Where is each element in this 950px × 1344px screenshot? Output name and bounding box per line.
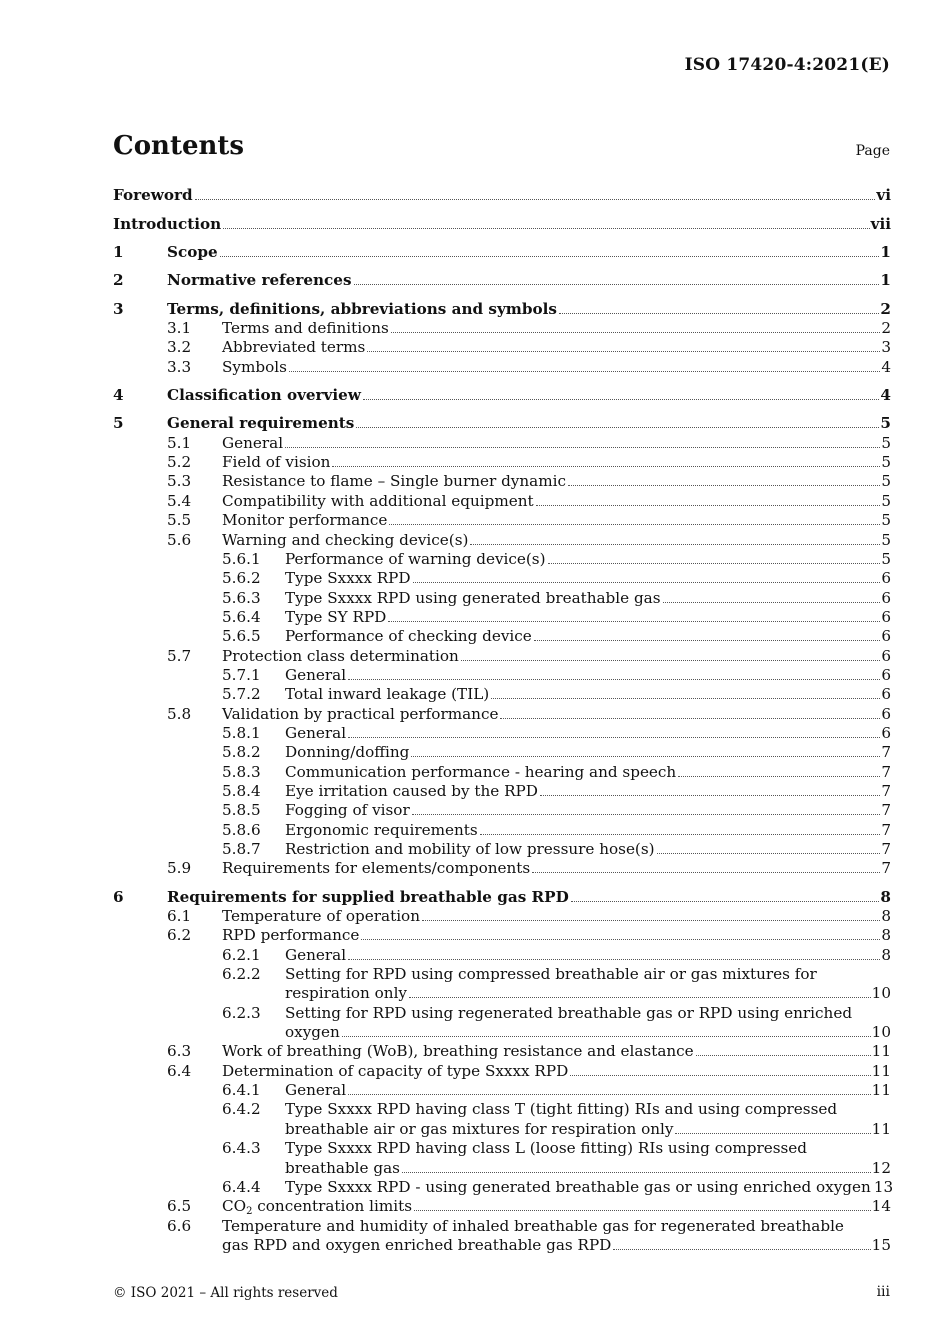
toc-number: 6.4.4	[222, 1177, 261, 1196]
toc-title: General	[222, 433, 284, 452]
toc-number: 5.8	[167, 704, 192, 723]
toc-page: 2	[880, 299, 891, 318]
page-column-label: Page	[855, 143, 890, 159]
toc-number: 6.5	[167, 1197, 192, 1216]
toc-entry-5-6-2[interactable]	[113, 569, 891, 588]
toc-number: 5.3	[167, 472, 192, 491]
toc-title: General	[285, 723, 347, 742]
toc-page: 7	[881, 859, 891, 878]
toc-title: Communication performance - hearing and speech	[285, 762, 677, 781]
toc-title: Validation by practical performance	[222, 704, 499, 723]
toc-number: 5.9	[167, 859, 192, 878]
toc-entry-5-7-1[interactable]	[113, 666, 891, 685]
toc-page: 6	[881, 723, 891, 742]
toc-page: 5	[881, 433, 891, 452]
toc-number: 6.4.1	[222, 1081, 261, 1100]
toc-page: 14	[871, 1197, 891, 1216]
toc-number: 6.3	[167, 1042, 192, 1061]
toc-entry-5-8-4[interactable]	[113, 782, 891, 801]
toc-number: 5	[113, 414, 124, 433]
toc-number: 3.2	[167, 338, 192, 357]
toc-title: General	[285, 945, 347, 964]
toc-entry-6-3[interactable]	[113, 1042, 891, 1061]
toc-title: Performance of checking device	[285, 627, 532, 646]
footer-copyright: © ISO 2021 – All rights reserved	[113, 1285, 338, 1301]
toc-title: Type SY RPD	[285, 607, 387, 626]
toc-page: 1	[880, 271, 891, 290]
toc-entry-6-2-2-cont[interactable]	[113, 984, 891, 1003]
toc-page: 4	[881, 357, 891, 376]
toc-number: 5.6	[167, 530, 192, 549]
toc-page: 10	[871, 984, 891, 1003]
toc-entry-6-6[interactable]	[113, 1216, 891, 1235]
toc-number: 5.8.4	[222, 781, 261, 800]
toc-title: Total inward leakage (TIL)	[285, 685, 490, 704]
toc-entry-5-8-1[interactable]	[113, 724, 891, 743]
toc-entry-5-2[interactable]	[113, 453, 891, 472]
toc-title: Restriction and mobility of low pressure hose(s)	[285, 840, 655, 858]
toc-entry-1[interactable]	[113, 243, 891, 262]
toc-page: 1	[880, 243, 891, 262]
toc-title: Temperature of operation	[222, 907, 420, 926]
toc-number: 5.6.3	[222, 588, 261, 607]
toc-entry-6-4-4[interactable]	[113, 1177, 894, 1197]
toc-title-continued: oxygen	[285, 1023, 340, 1042]
toc-title-continued: breathable gas	[285, 1158, 400, 1177]
table-of-contents	[113, 186, 894, 1255]
toc-title: General	[285, 1081, 347, 1100]
toc-entry-5-8-5[interactable]	[113, 801, 891, 820]
toc-title: Requirements for elements/components	[222, 859, 531, 878]
toc-number: 6.2.3	[222, 1003, 261, 1022]
toc-entry-5-8-2[interactable]	[113, 743, 891, 762]
toc-page: 8	[880, 887, 891, 906]
toc-title: Scope	[167, 243, 218, 262]
toc-page: 12	[871, 1158, 891, 1177]
toc-page: 7	[881, 820, 891, 839]
toc-number: 6.4.2	[222, 1100, 261, 1119]
toc-entry-6-2-3-cont[interactable]	[113, 1023, 891, 1042]
toc-title: Type Sxxxx RPD having class T (tight fitting) RIs and using compressed	[285, 1100, 838, 1119]
toc-number: 5.7.1	[222, 665, 261, 684]
toc-title: Normative references	[167, 271, 352, 290]
toc-page: 4	[880, 386, 891, 405]
toc-page: vii	[870, 214, 891, 233]
toc-entry-5-8-6[interactable]	[113, 820, 891, 839]
toc-page: 5	[881, 530, 891, 549]
toc-entry-6-2-1[interactable]	[113, 945, 891, 964]
toc-title-continued: respiration only	[285, 984, 408, 1003]
toc-number: 5.5	[167, 511, 192, 530]
toc-title: Classification overview	[167, 386, 361, 405]
toc-title: Fogging of visor	[285, 801, 410, 820]
toc-page: 15	[871, 1235, 891, 1254]
toc-title: Warning and checking device(s)	[222, 530, 469, 549]
toc-page: 5	[881, 453, 891, 472]
toc-title-subscript: 2	[246, 1206, 253, 1218]
toc-title: Type Sxxxx RPD having class L (loose fitting) RIs using compressed	[285, 1139, 808, 1158]
toc-title-continued: gas RPD and oxygen enriched breathable gas RPD	[222, 1235, 612, 1254]
document-id: ISO 17420-4:2021(E)	[684, 55, 890, 75]
toc-page: 8	[881, 945, 891, 964]
toc-page: 2	[881, 319, 891, 338]
toc-number: 5.8.3	[222, 762, 261, 781]
toc-title: General requirements	[167, 414, 355, 433]
toc-entry-5-6-4[interactable]	[113, 608, 891, 627]
toc-page: 11	[871, 1061, 891, 1080]
toc-title: Temperature and humidity of inhaled breathable gas for regenerated breathable	[222, 1216, 844, 1235]
toc-page: 6	[881, 569, 891, 588]
toc-entry-3-1[interactable]	[113, 319, 891, 338]
toc-number: 5.6.2	[222, 569, 261, 588]
toc-entry-3-3[interactable]	[113, 357, 891, 376]
contents-title: Contents	[113, 131, 245, 161]
toc-entry-5-8-3[interactable]	[113, 762, 891, 781]
toc-page: 8	[881, 907, 891, 926]
toc-entry-6-4-3-cont[interactable]	[113, 1158, 891, 1177]
toc-number: 6.2	[167, 926, 192, 945]
toc-title: Compatibility with additional equipment	[222, 491, 534, 510]
toc-number: 5.8.5	[222, 801, 261, 820]
toc-entry-5-3[interactable]	[113, 472, 891, 491]
toc-title: Foreword	[113, 186, 193, 205]
toc-page: 7	[881, 743, 891, 762]
toc-page: 13	[873, 1177, 894, 1196]
footer-page-number: iii	[876, 1284, 890, 1300]
toc-entry-5-8[interactable]	[113, 704, 891, 723]
toc-entry-5-9[interactable]	[113, 859, 891, 878]
toc-entry-5-7[interactable]	[113, 646, 891, 665]
toc-title: Work of breathing (WoB), breathing resistance and elastance	[222, 1042, 694, 1061]
toc-entry-6-2[interactable]	[113, 926, 891, 945]
toc-number: 6.2.2	[222, 965, 261, 984]
toc-number: 5.6.1	[222, 549, 261, 568]
toc-entry-5-6-3[interactable]	[113, 588, 891, 607]
toc-entry-6[interactable]	[113, 887, 891, 906]
toc-title: Type Sxxxx RPD using generated breathable gas	[285, 588, 661, 607]
toc-page: 6	[881, 665, 891, 684]
toc-entry-6-4-2[interactable]	[113, 1100, 891, 1119]
toc-number: 5.4	[167, 491, 192, 510]
toc-page: 10	[871, 1023, 891, 1042]
toc-page: 5	[881, 511, 891, 530]
toc-number: 3	[113, 299, 124, 318]
toc-entry-5-6[interactable]	[113, 530, 891, 549]
toc-number: 6	[113, 887, 124, 906]
toc-title: Introduction	[113, 214, 222, 233]
toc-page: 6	[881, 607, 891, 626]
toc-entry-6-1[interactable]	[113, 907, 891, 926]
toc-title: Ergonomic requirements	[285, 820, 478, 839]
toc-number: 6.2.1	[222, 945, 261, 964]
toc-title: RPD performance	[222, 926, 360, 945]
toc-title: Monitor performance	[222, 511, 388, 530]
toc-number: 5.1	[167, 433, 192, 452]
toc-title: Requirements for supplied breathable gas RPD	[167, 887, 569, 906]
toc-number: 6.4	[167, 1061, 192, 1080]
toc-page: 7	[881, 781, 891, 800]
toc-entry-2[interactable]	[113, 271, 891, 290]
toc-title: Terms, definitions, abbreviations and symbols	[167, 299, 557, 318]
toc-entry-6-5[interactable]	[113, 1197, 891, 1216]
toc-number: 6.6	[167, 1216, 192, 1235]
toc-title: Resistance to flame – Single burner dynamic	[222, 472, 566, 491]
toc-title: Eye irritation caused by the RPD	[285, 781, 538, 800]
toc-entry-6-6-cont[interactable]	[113, 1236, 891, 1255]
toc-entry-6-4-2-cont[interactable]	[113, 1119, 891, 1138]
toc-title-co: CO	[222, 1197, 247, 1216]
toc-page: 6	[881, 627, 891, 646]
toc-title: Setting for RPD using regenerated breathable gas or RPD using enriched	[285, 1003, 853, 1022]
toc-number: 3.1	[167, 319, 192, 338]
toc-entry-introduction[interactable]	[113, 214, 891, 233]
toc-entry-5-4[interactable]	[113, 491, 891, 510]
toc-entry-6-4[interactable]	[113, 1061, 891, 1080]
toc-title-continued: breathable air or gas mixtures for respiration only	[285, 1119, 674, 1138]
toc-number: 5.8.2	[222, 743, 261, 762]
toc-entry-foreword[interactable]	[113, 186, 891, 205]
toc-title-rest: concentration limits	[252, 1197, 412, 1216]
toc-entry-6-2-3[interactable]	[113, 1003, 891, 1022]
toc-page: 11	[871, 1042, 891, 1061]
toc-number: 5.8.1	[222, 723, 261, 742]
toc-page: 5	[881, 472, 891, 491]
toc-page: 7	[881, 801, 891, 820]
toc-number: 6.1	[167, 907, 192, 926]
toc-title: Determination of capacity of type Sxxxx RPD	[222, 1061, 569, 1080]
toc-entry-3-2[interactable]	[113, 338, 891, 357]
toc-page: 11	[871, 1081, 891, 1100]
toc-title: Abbreviated terms	[222, 338, 366, 357]
toc-title: Performance of warning device(s)	[285, 549, 546, 568]
toc-entry-5-7-2[interactable]	[113, 685, 891, 704]
toc-page: 6	[881, 685, 891, 704]
toc-page: vi	[876, 186, 891, 205]
toc-number: 5.6.5	[222, 627, 261, 646]
toc-entry-3[interactable]	[113, 299, 891, 318]
toc-page: 5	[881, 549, 891, 568]
toc-page: 3	[881, 338, 891, 357]
toc-entry-5-6-1[interactable]	[113, 550, 891, 569]
toc-title: Donning/doffing	[285, 743, 410, 762]
toc-entry-6-2-2[interactable]	[113, 965, 891, 984]
toc-number: 3.3	[167, 357, 192, 376]
toc-page: 7	[881, 840, 891, 858]
toc-number: 4	[113, 386, 124, 405]
toc-number: 6.4.3	[222, 1139, 261, 1158]
toc-page: 6	[881, 588, 891, 607]
toc-number: 5.8.7	[222, 840, 261, 858]
toc-entry-6-4-3[interactable]	[113, 1139, 891, 1158]
toc-entry-5[interactable]	[113, 414, 891, 433]
toc-number: 5.6.4	[222, 607, 261, 626]
toc-number: 5.2	[167, 453, 192, 472]
toc-title: Protection class determination	[222, 646, 459, 665]
toc-title: Field of vision	[222, 453, 331, 472]
toc-page: 5	[881, 491, 891, 510]
toc-entry-4[interactable]	[113, 386, 891, 405]
toc-number: 1	[113, 243, 124, 262]
toc-page: 7	[881, 762, 891, 781]
toc-number: 2	[113, 271, 124, 290]
toc-page: 6	[881, 704, 891, 723]
toc-number: 5.7.2	[222, 685, 261, 704]
toc-title: Type Sxxxx RPD - using generated breathable gas or using enriched oxygen	[285, 1177, 871, 1196]
toc-page: 6	[881, 646, 891, 665]
toc-entry-5-6-5[interactable]	[113, 627, 891, 646]
toc-entry-5-8-7[interactable]	[113, 840, 891, 859]
toc-title: General	[285, 665, 347, 684]
toc-title	[222, 1197, 412, 1216]
toc-number: 5.7	[167, 646, 192, 665]
toc-entry-5-5[interactable]	[113, 511, 891, 530]
toc-title: Symbols	[222, 357, 287, 376]
toc-entry-6-4-1[interactable]	[113, 1081, 891, 1100]
toc-entry-5-1[interactable]	[113, 433, 891, 452]
toc-title: Type Sxxxx RPD	[285, 569, 411, 588]
toc-title: Terms and definitions	[222, 319, 389, 338]
toc-page: 8	[881, 926, 891, 945]
toc-page: 11	[871, 1119, 891, 1138]
toc-title: Setting for RPD using compressed breathable air or gas mixtures for	[285, 965, 817, 984]
toc-number: 5.8.6	[222, 820, 261, 839]
toc-page: 5	[880, 414, 891, 433]
